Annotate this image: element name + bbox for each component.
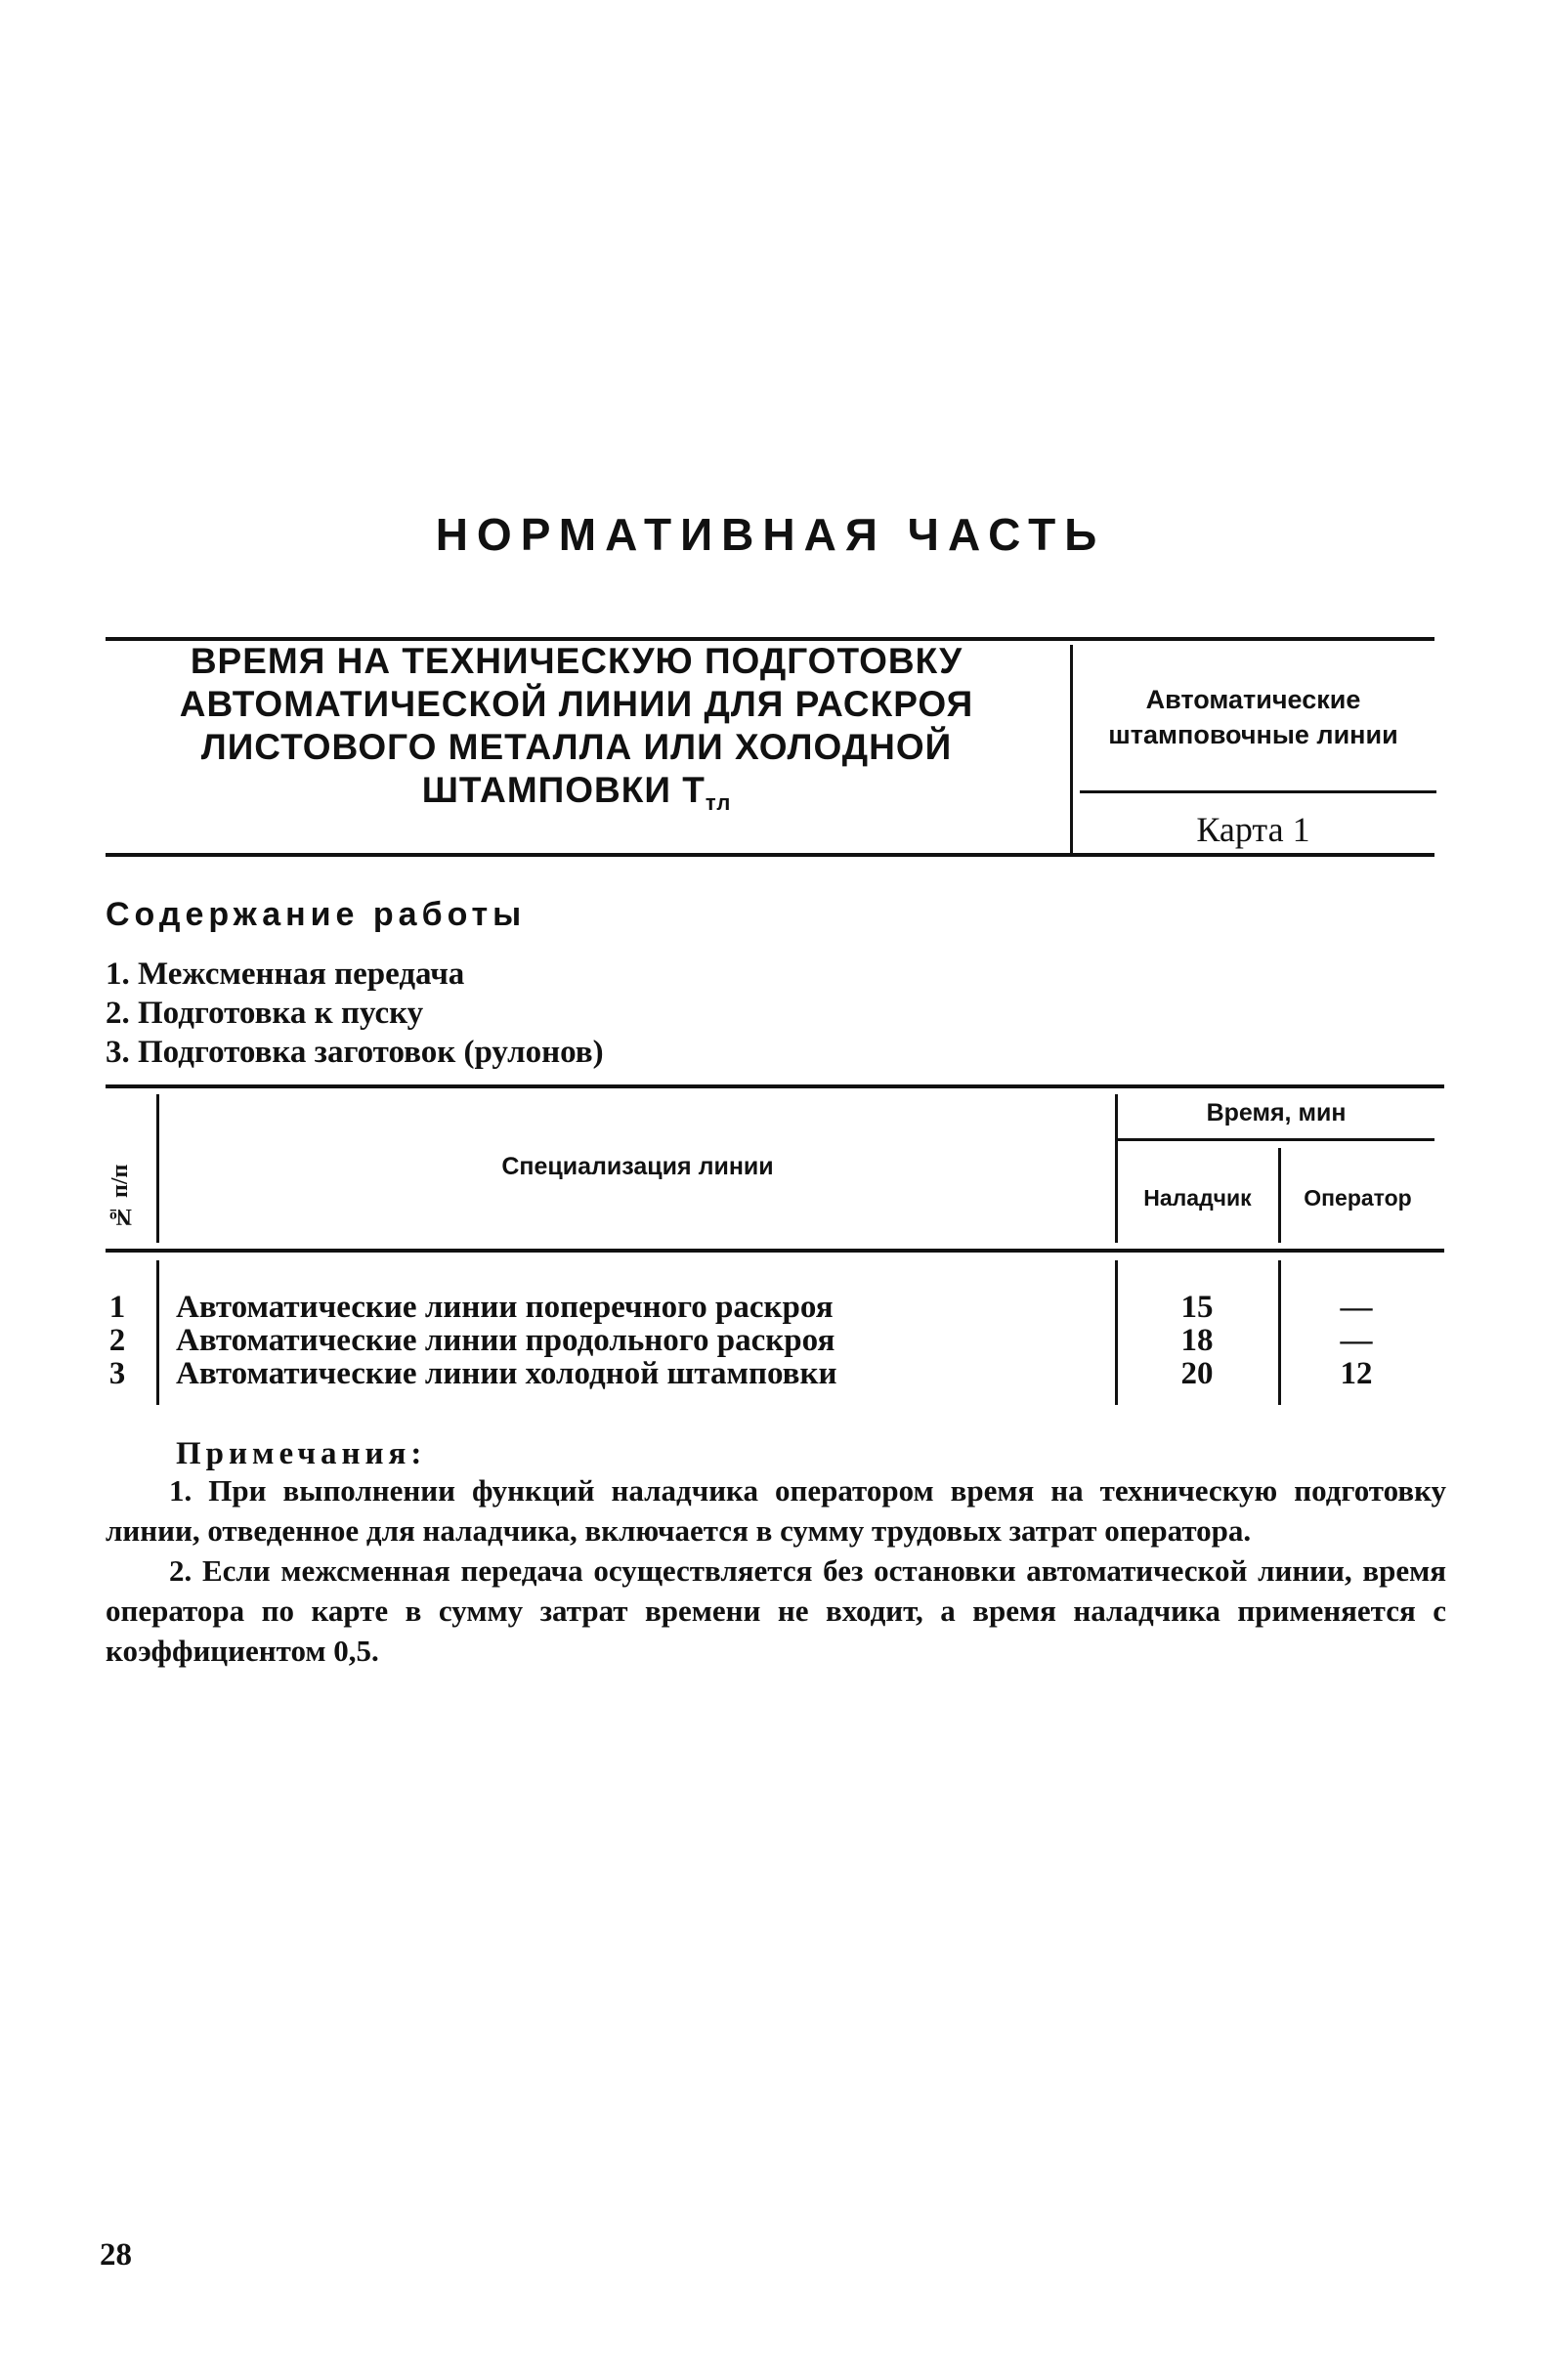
category-label: [1070, 682, 1436, 752]
table-header-bottom-rule: [106, 1249, 1444, 1253]
table-col-divider-3: [1278, 1148, 1281, 1243]
category-line-2: штамповочные линии: [1108, 720, 1398, 749]
row-specialization: Автоматические линии холодной штамповки: [176, 1356, 837, 1391]
row-setter-time: 20: [1180, 1356, 1214, 1391]
section-title-subscript: тл: [705, 790, 732, 815]
notes-heading: Примечания:: [176, 1436, 427, 1471]
section-title: [107, 640, 1046, 825]
section-title-line-4: [107, 769, 1046, 825]
header-time: Время, мин: [1206, 1099, 1347, 1126]
row-number: 1: [108, 1290, 126, 1325]
content-list: [106, 955, 604, 1072]
row-specialization: Автоматические линии поперечного раскроя: [176, 1290, 834, 1325]
content-item: 2. Подготовка к пуску: [106, 996, 424, 1031]
category-line-1: Автоматические: [1145, 685, 1361, 714]
row-setter-time: 15: [1180, 1290, 1214, 1325]
header-bottom-rule: [106, 853, 1434, 857]
section-title-line-3: ЛИСТОВОГО МЕТАЛЛА ИЛИ ХОЛОДНОЙ: [200, 727, 953, 767]
table-time-rule: [1115, 1138, 1434, 1141]
header-setter: Наладчик: [1143, 1185, 1252, 1211]
section-title-last: ШТАМПОВКИ Т: [421, 770, 706, 810]
header-number: № п/п: [107, 1164, 133, 1230]
section-title-line-2: АВТОМАТИЧЕСКОЙ ЛИНИИ ДЛЯ РАСКРОЯ: [179, 684, 974, 724]
header-specialization: Специализация линии: [501, 1153, 774, 1180]
content-item: 3. Подготовка заготовок (рулонов): [106, 1035, 604, 1070]
table-body-divider-2: [1115, 1260, 1118, 1405]
content-item: 1. Межсменная передача: [106, 956, 465, 992]
row-operator-time: —: [1340, 1323, 1373, 1358]
table-col-divider-2: [1115, 1094, 1118, 1243]
table-body-divider-3: [1278, 1260, 1281, 1405]
note-item: 1. При выполнении функций наладчика оператором время на техническую подготовку линии, отведенное для наладчика, включается в сумму трудовых затрат оператора.: [106, 1473, 1446, 1548]
content-heading: Содержание работы: [106, 896, 527, 933]
section-title-line-1: ВРЕМЯ НА ТЕХНИЧЕСКУЮ ПОДГОТОВКУ: [190, 641, 963, 681]
row-setter-time: 18: [1180, 1323, 1214, 1358]
row-number: 2: [108, 1323, 126, 1358]
notes-body: [106, 1470, 1446, 1671]
note-item: 2. Если межсменная передача осуществляется без остановки автоматической линии, время оператора по карте в сумму затрат времени не входит, а время наладчика применяется с коэффициентом 0,5.: [106, 1553, 1446, 1668]
row-number: 3: [108, 1356, 126, 1391]
card-rule: [1080, 790, 1436, 793]
row-specialization: Автоматические линии продольного раскроя: [176, 1323, 835, 1358]
page-number: 28: [100, 2237, 132, 2273]
page-title: НОРМАТИВНАЯ ЧАСТЬ: [435, 509, 1106, 560]
header-operator: Оператор: [1304, 1185, 1412, 1211]
row-operator-time: —: [1340, 1290, 1373, 1325]
table-col-divider-1: [156, 1094, 159, 1243]
row-operator-time: 12: [1340, 1356, 1373, 1391]
table-top-rule: [106, 1084, 1444, 1088]
table-body-divider-1: [156, 1260, 159, 1405]
card-number: Карта 1: [1196, 810, 1310, 849]
